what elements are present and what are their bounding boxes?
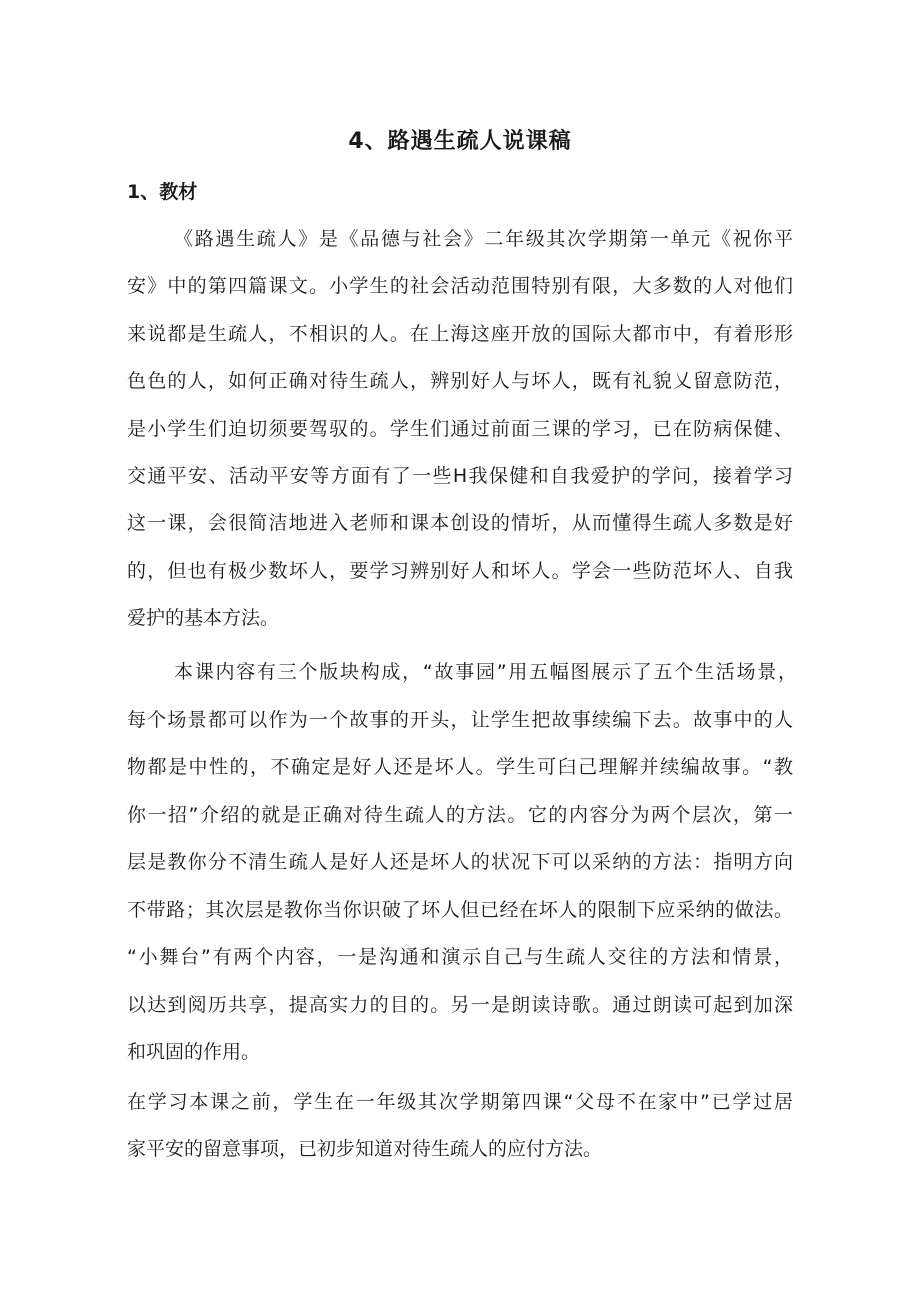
- paragraph-line: 爱护的基本方法。: [127, 607, 280, 629]
- paragraph-line: 每个场景都可以作为一个故事的开头，让学生把故事续编下去。故事中的人: [127, 709, 793, 731]
- section-heading-textbook: 1、教材: [127, 181, 198, 203]
- document-title: 4、路遇生疏人说课稿: [348, 129, 572, 154]
- paragraph-line: 来说都是生疏人，不相识的人。在上海这座开放的国际大都市中，有着形形: [127, 323, 793, 345]
- paragraph-line: 本课内容有三个版块构成，“故事园”用五幅图展示了五个生活场景，: [174, 661, 797, 683]
- paragraph-line: 在学习本课之前，学生在一年级其次学期第四课“父母不在家中”已学过居: [127, 1091, 793, 1113]
- paragraph-line: 色色的人，如何正确对待生疏人，辨别好人与坏人，既有礼貌乂留意防范，: [127, 370, 793, 392]
- paragraph-line: 是小学生们迫切须要驾驭的。学生们通过前面三课的学习，已在防病保健、: [127, 418, 793, 440]
- paragraph-line: 不带路；其次层是教你当你识破了坏人但已经在坏人的限制下应采纳的做法。: [127, 899, 793, 921]
- paragraph-line: 以达到阅历共享，提高实力的目的。另一是朗读诗歌。通过朗读可起到加深: [127, 994, 793, 1016]
- paragraph-line: 物都是中性的，不确定是好人还是坏人。学生可臼己理解并续编故事。“教: [127, 756, 793, 778]
- paragraph-line: 的，但也有极少数坏人，要学习辨别好人和坏人。学会一些防范坏人、自我: [127, 560, 793, 582]
- paragraph-line: 层是教你分不清生疏人是好人还是坏人的状况下可以采纳的方法：指明方向: [127, 851, 793, 873]
- paragraph-line: 你一招”介绍的就是正确对待生疏人的方法。它的内容分为两个层次，第一: [127, 804, 793, 826]
- paragraph-line: 《路遇生疏人》是《品德与社会》二年级其次学期第一单元《祝你平: [174, 228, 793, 250]
- paragraph-line: 这一课，会很简洁地进入老师和课本创设的情圻，从而懂得生疏人多数是好: [127, 512, 793, 534]
- paragraph-line: 安》中的第四篇课文。小学生的社会活动范围特别有限，大多数的人对他们: [127, 275, 793, 297]
- paragraph-line: 家平安的留意事项，已初步知道对待生疏人的应付方法。: [127, 1138, 603, 1160]
- paragraph-line: 交通平安、活动平安等方面有了一些H我保健和自我爱护的学问，接着学习: [127, 465, 793, 487]
- paragraph-line: “小舞台”有两个内容，一是沟通和演示自己与生疏人交往的方法和情景，: [127, 946, 793, 968]
- paragraph-line: 和巩固的作用。: [127, 1041, 261, 1063]
